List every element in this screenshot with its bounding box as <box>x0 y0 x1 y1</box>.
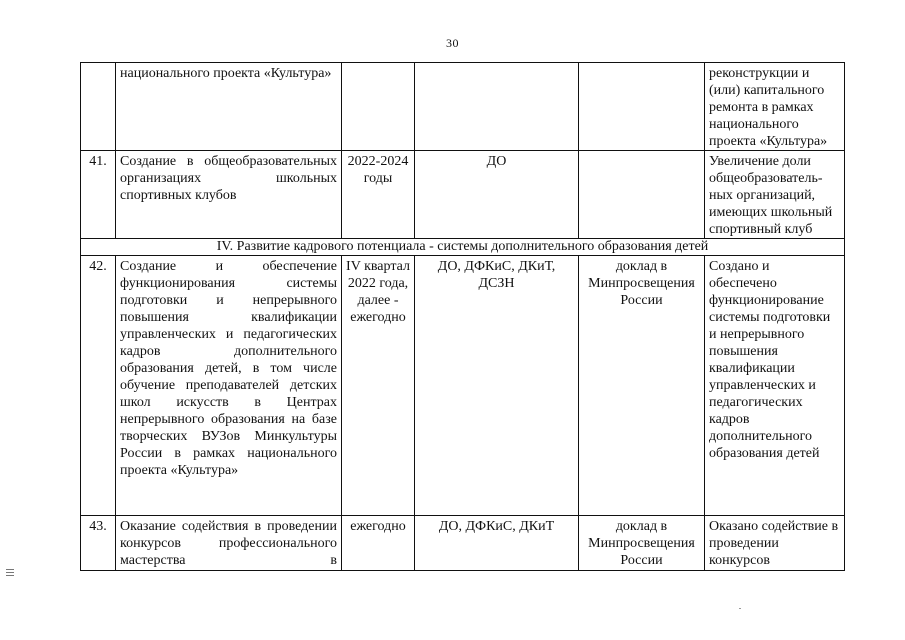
period-cell: 2022-2024 годы <box>342 151 415 239</box>
event-cell: Создание в общеобразовательных организациях школьных спортивных клубов <box>116 151 342 239</box>
section-header-row <box>81 239 845 256</box>
page-number: 30 <box>446 36 459 50</box>
report-cell <box>579 63 705 151</box>
report-cell: доклад в Минпросвещения России <box>579 516 705 571</box>
measures-table <box>80 62 845 571</box>
period-cell: IV квартал 2022 года, далее - ежегодно <box>342 256 415 516</box>
report-cell <box>579 151 705 239</box>
executors-cell: ДО, ДФКиС, ДКиТ, ДСЗН <box>415 256 579 516</box>
section-heading: IV. Развитие кадрового потенциала - системы дополнительного образования детей <box>81 239 845 256</box>
period-cell <box>342 63 415 151</box>
executors-cell <box>415 63 579 151</box>
period-cell: ежегодно <box>342 516 415 571</box>
row-number-cell: 42. <box>81 256 116 516</box>
executors-cell: ДО, ДФКиС, ДКиТ <box>415 516 579 571</box>
result-cell: Создано и обеспечено функционирование системы подготовки и непрерывного повышения квалификации управленческих и педагогических кадров дополнительного образования детей <box>705 256 845 516</box>
scan-speck <box>739 608 741 609</box>
row-number-cell <box>81 63 116 151</box>
row-number-cell: 41. <box>81 151 116 239</box>
result-cell: реконструкции и (или) капитального ремонта в рамках национального проекта «Культура» <box>705 63 845 151</box>
table-row-continuation <box>81 63 845 151</box>
event-cell: национального проекта «Культура» <box>116 63 342 151</box>
result-cell: Оказано содействие в проведении конкурсов <box>705 516 845 571</box>
table-row-43 <box>81 516 845 571</box>
scan-margin-mark <box>6 569 14 577</box>
report-cell: доклад в Минпросвещения России <box>579 256 705 516</box>
table-row-42 <box>81 256 845 516</box>
row-number-cell: 43. <box>81 516 116 571</box>
event-cell: Оказание содействия в проведении конкурсов профессионального мастерства в <box>116 516 342 571</box>
executors-cell: ДО <box>415 151 579 239</box>
event-cell: Создание и обеспечение функционирования системы подготовки и непрерывного повышения квалификации управленческих и педагогических кадров дополнительного образования детей, в том числе обучение преподавателей детских школ искусств в Центрах непрерывного образования на базе творческих ВУЗов Минкультуры России в рамках национального проекта «Культура» <box>116 256 342 516</box>
result-cell: Увеличение доли общеобразователь-ных организаций, имеющих школьный спортивный клуб <box>705 151 845 239</box>
table-row-41 <box>81 151 845 239</box>
